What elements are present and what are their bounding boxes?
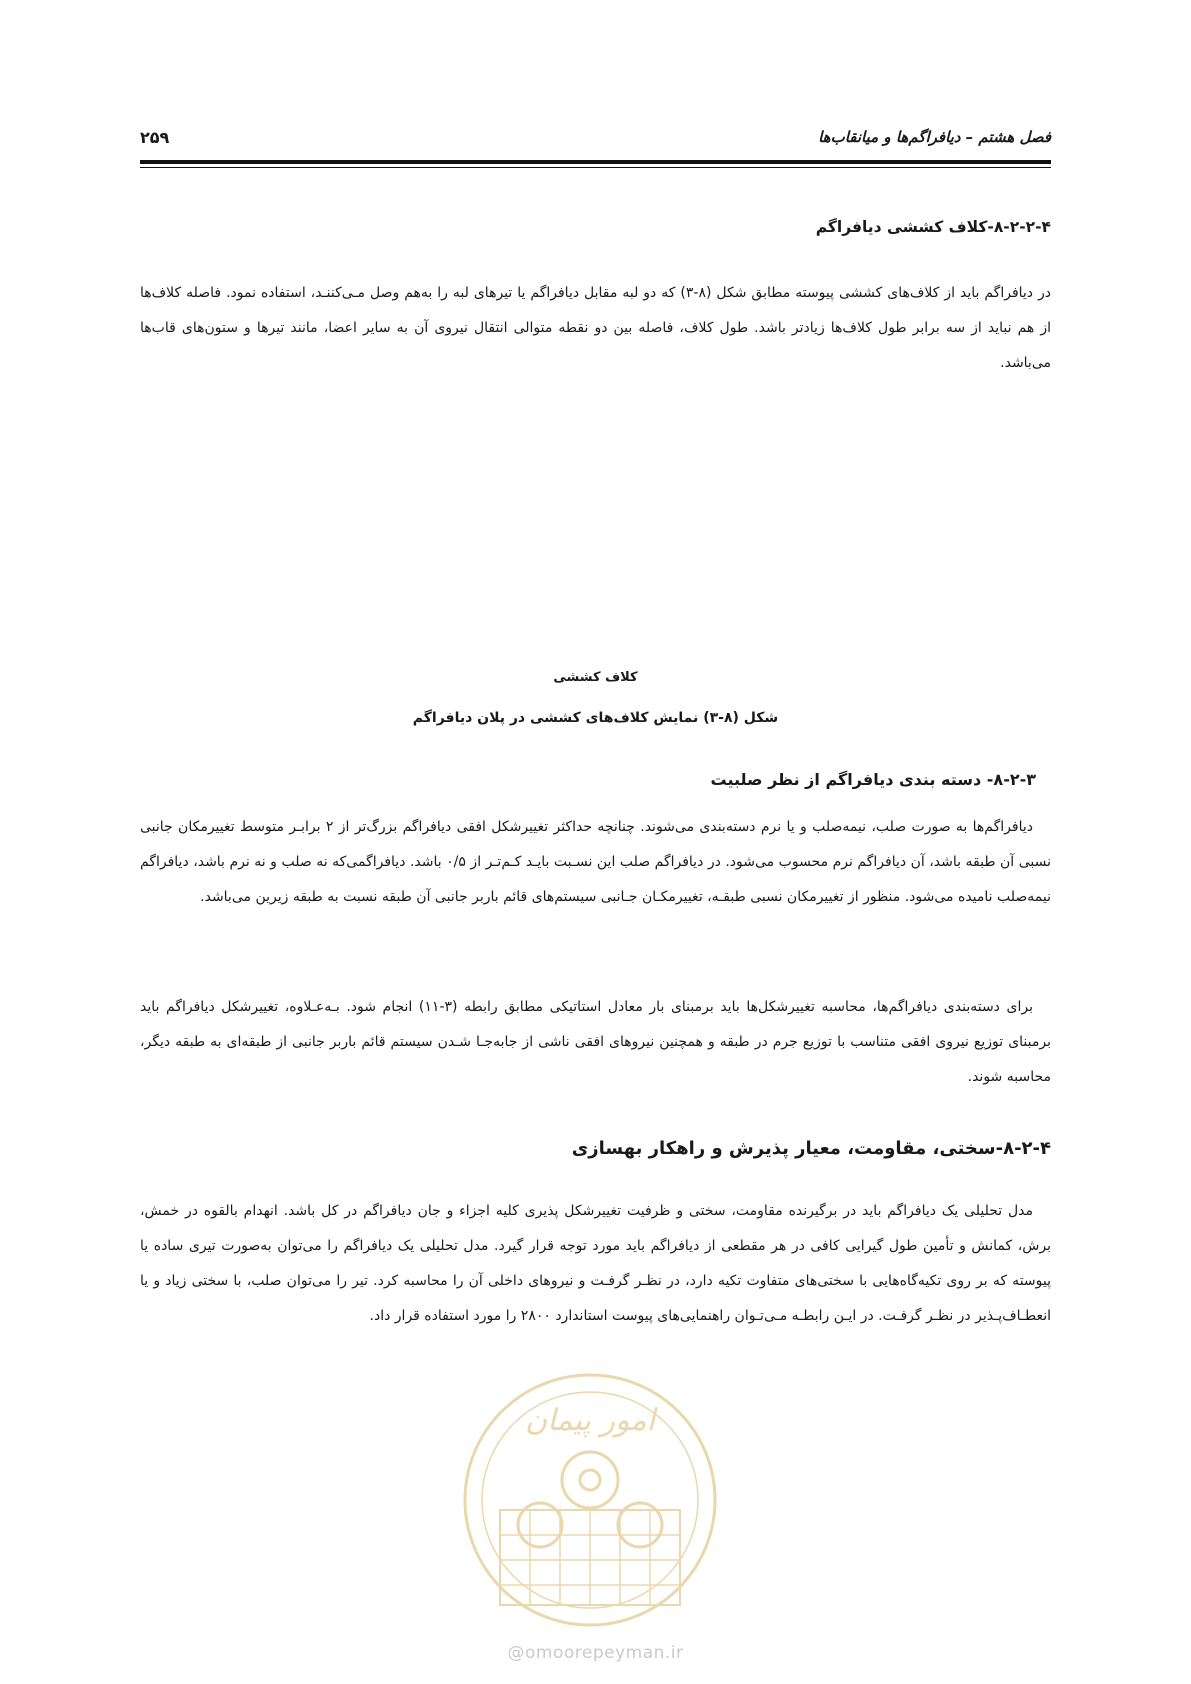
page-number: ۲۵۹ <box>140 127 170 147</box>
header-rule-thick <box>140 160 1051 164</box>
watermark-url: @omoorepeyman.ir <box>507 1643 684 1663</box>
section-heading-8-2-3: ۸-۲-۳- دسته بندی دیافراگم از نظر صلبیت <box>710 770 1036 789</box>
paragraph-stiffness: مدل تحلیلی یک دیافراگم باید در برگیرنده مقاومت، سختی و ظرفیت تغییرشکل پذیری کلیه اجزاء و جان دیافراگم در کل باشد. انهدام بالقوه در خمش، برش، کمانش و تأمین طول گیرایی کافی در هر مقطعی از دیافراگم باید مورد توجه قرار گیرد. مدل تحلیلی یک دیافراگم را می‌توان به‌صورت تیری ساده یا پیوسته که بر روی تکیه‌گاه‌هایی با سختی‌های متفاوت تکیه دارد، در نظـر گرفـت و نیروهای داخلی آن را محاسبه کرد. تیر را می‌توان صلب، با سختی زیاد و یا انعطـاف‌پـذیر در نظـر گرفـت. در ایـن رابطـه مـی‌تـوان راهنمایی‌های پیوست استاندارد ۲۸۰۰ را مورد استفاده قرار داد. <box>140 1203 1051 1324</box>
header-rule-thin <box>140 167 1051 168</box>
watermark-logo-text: امور پیمان <box>525 1403 655 1438</box>
figure-inner-label: کلاف کششی <box>553 670 638 685</box>
running-title: فصل هشتم – دیافراگم‌ها و میانقاب‌ها <box>818 128 1051 146</box>
figure-caption: شکل (۸-۳) نمایش کلاف‌های کششی در پلان دیافراگم <box>412 710 779 726</box>
section-heading-8-2-4: ۸-۲-۴-سختی، مقاومت، معیار پذیرش و راهکار بهسازی <box>571 1138 1051 1159</box>
paragraph-tension-ties: در دیافراگم باید از کلاف‌های کششی پیوسته مطابق شکل (۸-۳) که دو لبه مقابل دیافراگم یا تیرهای لبه را به‌هم وصل مـی‌کننـد، استفاده نمود. فاصله کلاف‌ها از هم نباید از سه برابر طول کلاف‌ها زیادتر باشد. طول کلاف، فاصله بین دو نقطه متوالی انتقال نیروی آن به سایر اعضا، مانند تیرها و ستون‌های قاب‌ها می‌باشد. <box>140 285 1051 371</box>
paragraph-classification-2: برای دسته‌بندی دیافراگم‌ها، محاسبه تغییرشکل‌ها باید برمبنای بار معادل استاتیکی مطابق رابطه (۳-۱۱) انجام شود. بـه‌عـلاوه، تغییرشکل دیافراگم باید برمبنای توزیع نیروی افقی متناسب با توزیع جرم در طبقه و همچنین نیروهای افقی ناشی از جابه‌جـا شـدن سیستم قائم باربر جانبی از طبقه‌ای به طبقه دیگر، محاسبه شوند. <box>140 999 1051 1085</box>
section-heading-8-2-2-4: ۸-۲-۲-۴-کلاف کششی دیافراگم <box>815 218 1051 236</box>
paragraph-classification-1: دیافراگم‌ها به صورت صلب، نیمه‌صلب و یا نرم دسته‌بندی می‌شوند. چنانچه حداکثر تغییرشکل افقی دیافراگم بزرگ‌تر از ۲ برابـر متوسط تغییرمکان جانبی نسبی آن طبقه باشد، آن دیافراگم نرم محسوب می‌شود. در دیافراگم صلب این نسـبت بایـد کـم‌تـر از ۰/۵ باشد. دیافراگمی‌که نه صلب و نه نرم باشد، دیافراگم نیمه‌صلب نامیده می‌شود. منظور از تغییرمکان نسبی طبقـه، تغییرمکـان جـانبی سیستم‌های قائم باربر جانبی آن طبقه نسبت به طبقه زیرین می‌باشد. <box>140 819 1051 905</box>
watermark-logo <box>440 1360 740 1640</box>
running-header <box>140 122 1051 152</box>
